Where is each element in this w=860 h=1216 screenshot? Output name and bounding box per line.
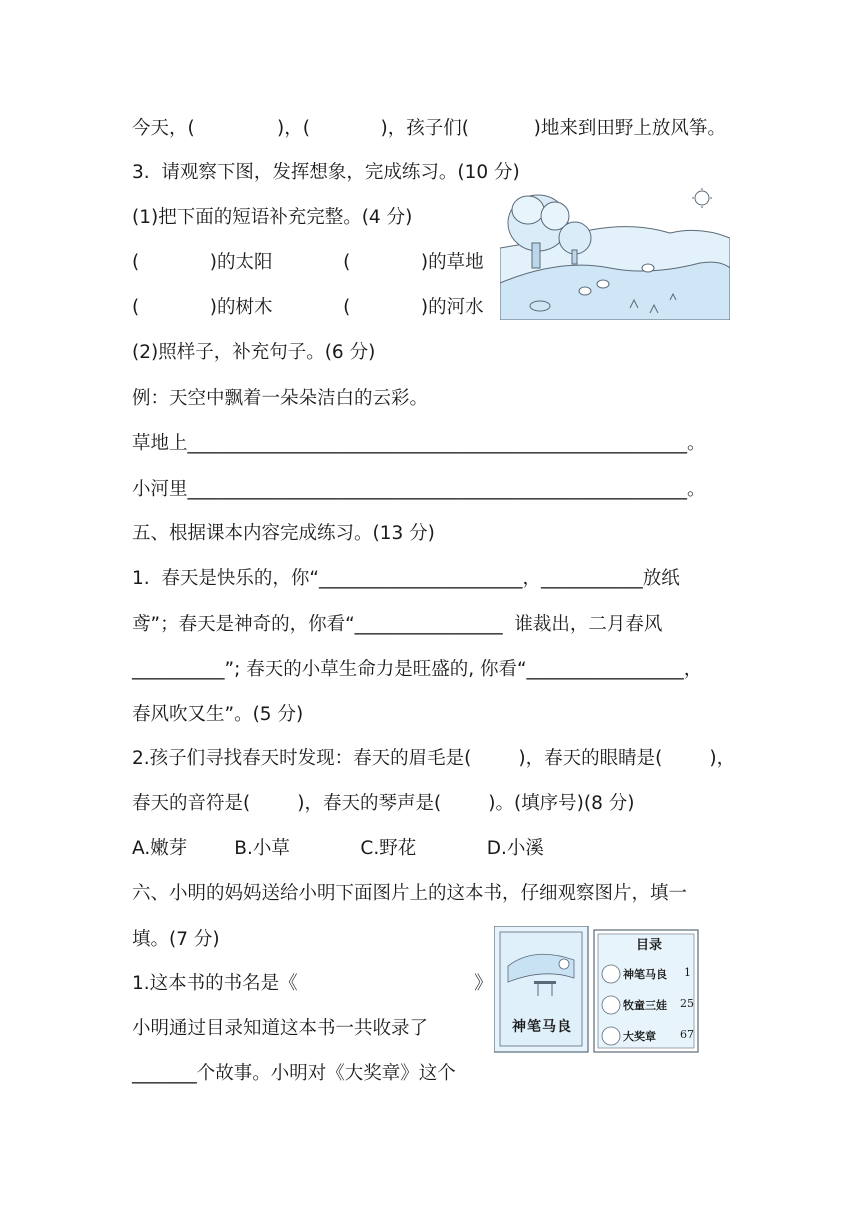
section-6-q1-line2: 小明通过目录知道这本书一共收录了 — [132, 1018, 429, 1039]
section-5-q1-line3: __________”; 春天的小草生命力是旺盛的, 你看“_________________， — [132, 659, 703, 680]
toc-item-page: 67 — [680, 1028, 694, 1041]
section-6-heading-cont: 填。(7 分) — [132, 929, 220, 950]
example-sentence: 例：天空中飘着一朵朵洁白的云彩。 — [132, 388, 429, 409]
section-5-q1-line1: 1. 春天是快乐的，你“______________________，___________放纸 — [132, 568, 680, 589]
book-illustration — [494, 926, 704, 1056]
toc-item-page: 1 — [684, 966, 691, 979]
section-5-heading: 五、根据课本内容完成练习。(13 分) — [132, 523, 435, 544]
toc-item-name: 牧童三娃 — [623, 999, 667, 1012]
section-6-q1-line1: 1.这本书的书名是《 》 — [132, 973, 493, 994]
toc-item-page: 25 — [680, 997, 694, 1010]
phrase-row-1: ( )的太阳 ( )的草地 — [132, 252, 484, 273]
book-title: 神笔马良 — [512, 1019, 572, 1035]
toc-item-name: 神笔马良 — [623, 968, 667, 981]
section-5-q1-line2: 鸢”；春天是神奇的，你看“________________ 谁裁出，二月春风 — [132, 614, 663, 635]
section-6-q1-line3: _______个故事。小明对《大奖章》这个 — [132, 1063, 456, 1084]
fill-blank-line: 今天，( )，( )，孩子们( )地来到田野上放风筝。 — [132, 118, 726, 139]
grass-sentence-line: 草地上______________________________________________________。 — [132, 433, 706, 454]
question-3-part-2: (2)照样子，补充句子。(6 分) — [132, 342, 376, 363]
question-3-part-1: (1)把下面的短语补充完整。(4 分) — [132, 207, 413, 228]
toc-item-name: 大奖章 — [623, 1030, 656, 1043]
question-3-heading: 3. 请观察下图，发挥想象，完成练习。(10 分) — [132, 162, 520, 183]
river-sentence-line: 小河里______________________________________________________。 — [132, 479, 706, 500]
section-5-q1-line4: 春风吹又生”。(5 分) — [132, 704, 304, 725]
answer-options: A.嫩芽 B.小草 C.野花 D.小溪 — [132, 838, 544, 859]
toc-title: 目录 — [636, 938, 663, 953]
phrase-row-2: ( )的树木 ( )的河水 — [132, 297, 484, 318]
landscape-illustration — [500, 188, 730, 320]
section-5-q2-line2: 春天的音符是( )，春天的琴声是( )。(填序号)(8 分) — [132, 793, 635, 814]
section-6-heading: 六、小明的妈妈送给小明下面图片上的这本书，仔细观察图片，填一 — [132, 883, 688, 904]
section-5-q2-line1: 2.孩子们寻找春天时发现：春天的眉毛是( )，春天的眼睛是( )， — [132, 748, 736, 769]
